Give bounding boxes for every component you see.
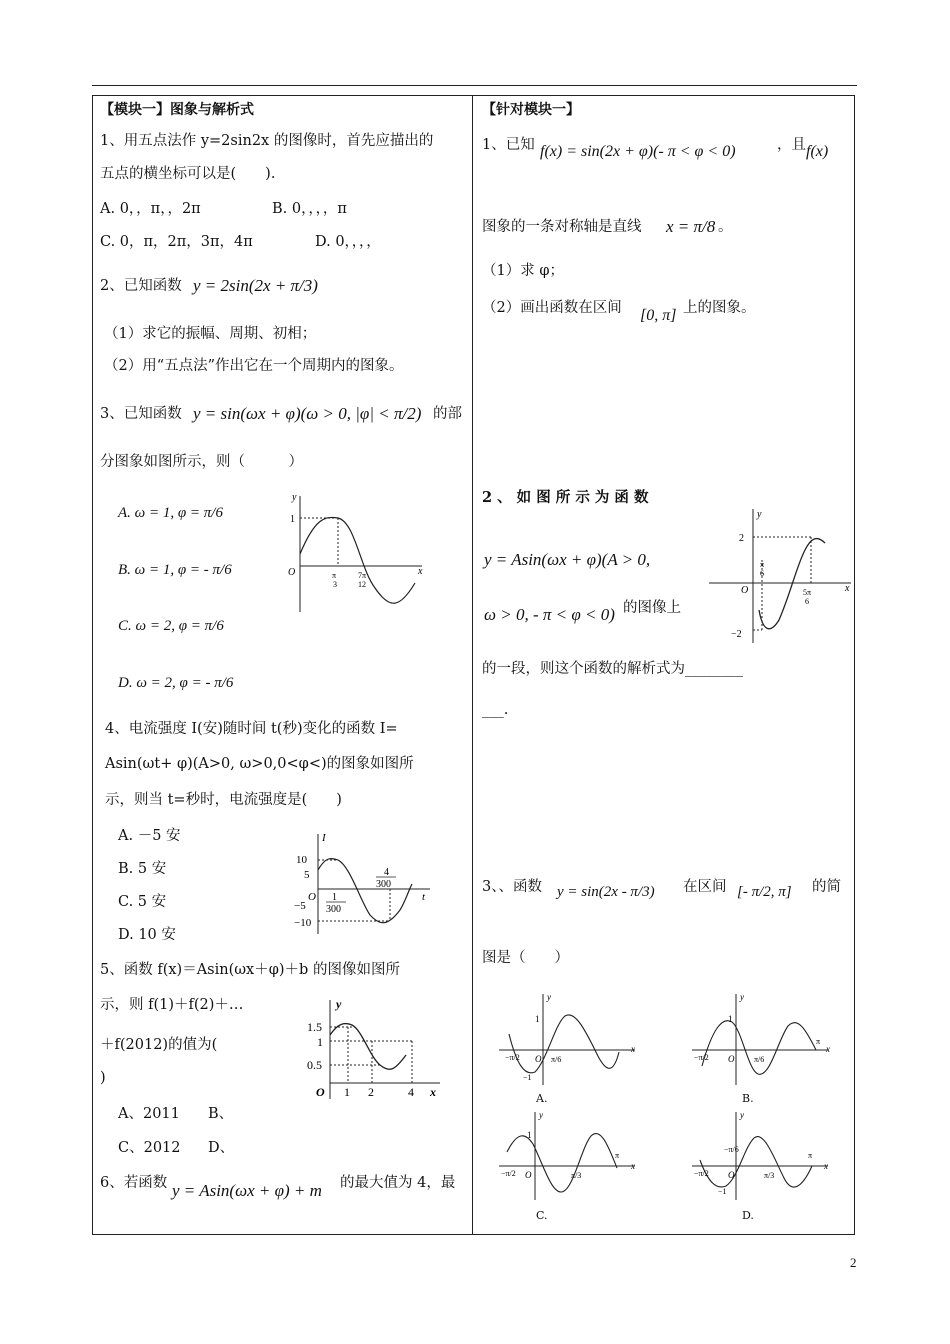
q1-line2: 五点的横坐标可以是( ).: [100, 166, 276, 182]
q5-option-c: C、2012: [118, 1140, 181, 1156]
svg-text:y: y: [292, 492, 297, 503]
svg-text:5: 5: [304, 869, 310, 881]
q5-line4: ): [100, 1070, 106, 1086]
svg-text:5π: 5π: [803, 588, 812, 597]
q5-option-d: D、: [208, 1140, 235, 1156]
q1-option-a: A. 0，，π，，2π: [100, 201, 201, 217]
p2-line1: 2 、 如 图 所 示 为 函 数: [482, 489, 649, 506]
svg-text:π/3: π/3: [764, 1171, 775, 1180]
q4-option-b: B. 5 安: [118, 861, 167, 877]
svg-text:O: O: [535, 1054, 542, 1064]
p1-line1: 1、已知: [482, 137, 535, 153]
svg-text:x: x: [631, 1161, 635, 1171]
q5-line1: 5、函数 f(x)＝Asin(ωx＋φ)＋b 的图像如图所: [100, 962, 400, 978]
p1-end: 。: [718, 219, 733, 235]
q1-option-c: C. 0，π，2π，3π，4π: [100, 234, 253, 250]
svg-text:−1: −1: [718, 1187, 727, 1196]
svg-text:−π/2: −π/2: [694, 1169, 709, 1178]
p3-graph-c: [495, 1108, 640, 1208]
q4-option-d: D. 10 安: [118, 927, 176, 943]
svg-text:x: x: [826, 1044, 830, 1054]
q4-line1: 4、电流强度 I(安)随时间 t(秒)变化的函数 I=: [105, 721, 398, 737]
svg-text:−π/2: −π/2: [505, 1053, 520, 1062]
svg-text:0.5: 0.5: [307, 1058, 322, 1072]
svg-text:12: 12: [358, 580, 366, 589]
q6-line1: 6、若函数: [100, 1175, 168, 1191]
q5-line3: ＋f(2012)的值为(: [100, 1037, 218, 1053]
svg-text:y: y: [757, 509, 762, 520]
p1-fx: f(x): [806, 143, 829, 160]
svg-text:O: O: [525, 1170, 532, 1180]
svg-text:y: y: [740, 1110, 744, 1120]
svg-text:1: 1: [344, 1085, 350, 1099]
p3-graph-d: [688, 1108, 833, 1208]
svg-text:π: π: [760, 560, 765, 569]
svg-text:300: 300: [326, 904, 341, 915]
p1-sub1: （1）求 φ；: [482, 263, 564, 279]
p2-line3: 的一段，则这个函数的解析式为________: [482, 661, 743, 677]
p3-graph-a: [495, 990, 640, 1100]
svg-text:−2: −2: [731, 629, 742, 640]
svg-text:y: y: [547, 992, 551, 1002]
svg-text:I: I: [322, 832, 326, 844]
page-number: 2: [850, 1255, 857, 1270]
svg-text:−π/2: −π/2: [501, 1169, 516, 1178]
svg-text:−1: −1: [523, 1073, 532, 1082]
q4-option-c: C. 5 安: [118, 894, 167, 910]
svg-text:x: x: [845, 583, 850, 594]
q5-option-a: A、2011: [118, 1106, 180, 1122]
header-rule: [92, 85, 857, 86]
svg-text:2: 2: [368, 1085, 374, 1099]
svg-text:π: π: [332, 571, 337, 580]
svg-text:x: x: [631, 1044, 635, 1054]
p1-sub2: （2）画出函数在区间: [482, 300, 622, 316]
svg-text:π/6: π/6: [754, 1055, 765, 1064]
svg-text:1.5: 1.5: [307, 1020, 322, 1034]
svg-text:−5: −5: [294, 900, 306, 912]
svg-text:y: y: [539, 1110, 543, 1120]
svg-text:1: 1: [290, 514, 295, 525]
q6-formula: y = Asin(ωx + φ) + m: [172, 1181, 322, 1200]
q2-sub1: （1）求它的振幅、周期、初相；: [104, 326, 317, 342]
svg-text:O: O: [728, 1170, 735, 1180]
svg-text:4: 4: [384, 867, 389, 878]
svg-text:−π/2: −π/2: [694, 1053, 709, 1062]
q5-line2: 示，则 f(1)＋f(2)＋…: [100, 997, 244, 1013]
p1-formula: f(x) = sin(2x + φ)(- π < φ < 0): [540, 143, 736, 160]
svg-text:1: 1: [527, 1130, 532, 1140]
svg-text:300: 300: [376, 879, 391, 890]
q4-option-a: A. －5 安: [118, 828, 181, 844]
svg-text:4: 4: [408, 1085, 414, 1099]
q3-formula: y = sin(ωx + φ)(ω > 0, |φ| < π/2): [193, 404, 422, 423]
right-header: 【针对模块一】: [482, 102, 580, 118]
p2-tail: 的图像上: [623, 600, 681, 616]
q2-sub2: （2）用“五点法”作出它在一个周期内的图象。: [104, 358, 404, 374]
svg-text:−π/6: −π/6: [724, 1145, 739, 1154]
q2-formula: y = 2sin(2x + π/3): [193, 276, 318, 295]
svg-text:O: O: [288, 567, 296, 578]
q1-option-b: B. 0，，，，π: [272, 201, 347, 217]
q3-tail: 的部: [433, 406, 462, 422]
svg-text:1: 1: [332, 892, 337, 903]
p3-tail: 的简: [812, 879, 841, 895]
p2-formula1: y = Asin(ωx + φ)(A > 0,: [484, 550, 651, 569]
svg-text:O: O: [728, 1054, 735, 1064]
p3-line1: 3、、函数: [482, 879, 542, 895]
svg-text:x: x: [430, 1085, 436, 1099]
p1-axis: x = π/8: [666, 217, 716, 236]
p1-sub2tail: 上的图象。: [683, 300, 756, 316]
p1-tail: ，且: [777, 137, 806, 153]
q3-graph: [280, 488, 430, 614]
q3-line1: 3、已知函数: [100, 406, 182, 422]
p3-formula: y = sin(2x - π/3): [557, 884, 655, 900]
column-divider: [472, 95, 473, 1235]
p3-interval: [- π/2, π]: [737, 884, 792, 900]
p3-label-c: C.: [536, 1209, 548, 1222]
q3-option-a: A. ω = 1, φ = π/6: [118, 505, 223, 521]
q5-option-b: B、: [208, 1106, 234, 1122]
svg-text:t: t: [422, 891, 426, 903]
svg-text:y: y: [336, 997, 342, 1011]
p1-interval: [0, π]: [640, 307, 677, 324]
svg-text:10: 10: [296, 854, 307, 866]
q4-graph: [290, 830, 440, 935]
p2-line4: ___.: [482, 702, 509, 718]
svg-text:y: y: [740, 992, 744, 1002]
svg-text:6: 6: [760, 569, 764, 578]
svg-text:1: 1: [317, 1035, 323, 1049]
svg-text:2: 2: [739, 533, 744, 544]
q6-tail: 的最大值为 4，最: [340, 1175, 456, 1191]
svg-text:6: 6: [805, 597, 809, 606]
p3-line2: 图是（ ）: [482, 950, 569, 966]
svg-text:O: O: [741, 585, 749, 596]
q3-option-c: C. ω = 2, φ = π/6: [118, 618, 224, 634]
q4-line2: Asin(ωt+ φ)(A>0, ω>0,0<φ<)的图象如图所: [105, 756, 414, 772]
svg-text:π: π: [615, 1151, 620, 1160]
q5-graph: [300, 995, 445, 1100]
q1-option-d: D. 0，，，，: [315, 234, 381, 250]
svg-text:x: x: [824, 1161, 828, 1171]
svg-text:π/3: π/3: [571, 1171, 582, 1180]
svg-text:3: 3: [333, 580, 337, 589]
p2-graph: [705, 505, 853, 645]
p1-line2: 图象的一条对称轴是直线: [482, 219, 642, 235]
svg-text:7π: 7π: [358, 571, 367, 580]
q2-line1: 2、已知函数: [100, 278, 182, 294]
p2-formula2: ω > 0, - π < φ < 0): [484, 605, 615, 624]
p3-label-a: A.: [536, 1092, 548, 1105]
q3-option-b: B. ω = 1, φ = - π/6: [118, 562, 232, 578]
svg-text:π: π: [816, 1037, 821, 1046]
p3-label-d: D.: [742, 1209, 754, 1222]
left-header: 【模块一】图象与解析式: [100, 102, 254, 118]
svg-text:1: 1: [728, 1014, 733, 1024]
q3-option-d: D. ω = 2, φ = - π/6: [118, 675, 234, 691]
q4-line3: 示，则当 t=秒时，电流强度是( ): [105, 792, 342, 808]
p3-mid: 在区间: [683, 879, 727, 895]
q1-line1: 1、用五点法作 y=2sin2x 的图像时，首先应描出的: [100, 133, 434, 149]
q3-line2: 分图象如图所示，则（ ）: [100, 454, 303, 470]
svg-text:π/6: π/6: [551, 1055, 562, 1064]
p3-label-b: B.: [742, 1092, 754, 1105]
svg-text:π: π: [808, 1151, 813, 1160]
svg-text:x: x: [418, 566, 423, 577]
svg-text:−10: −10: [294, 917, 312, 929]
svg-text:O: O: [316, 1085, 325, 1099]
svg-text:O: O: [308, 891, 316, 903]
svg-text:1: 1: [535, 1014, 540, 1024]
p3-graph-b: [688, 990, 833, 1100]
